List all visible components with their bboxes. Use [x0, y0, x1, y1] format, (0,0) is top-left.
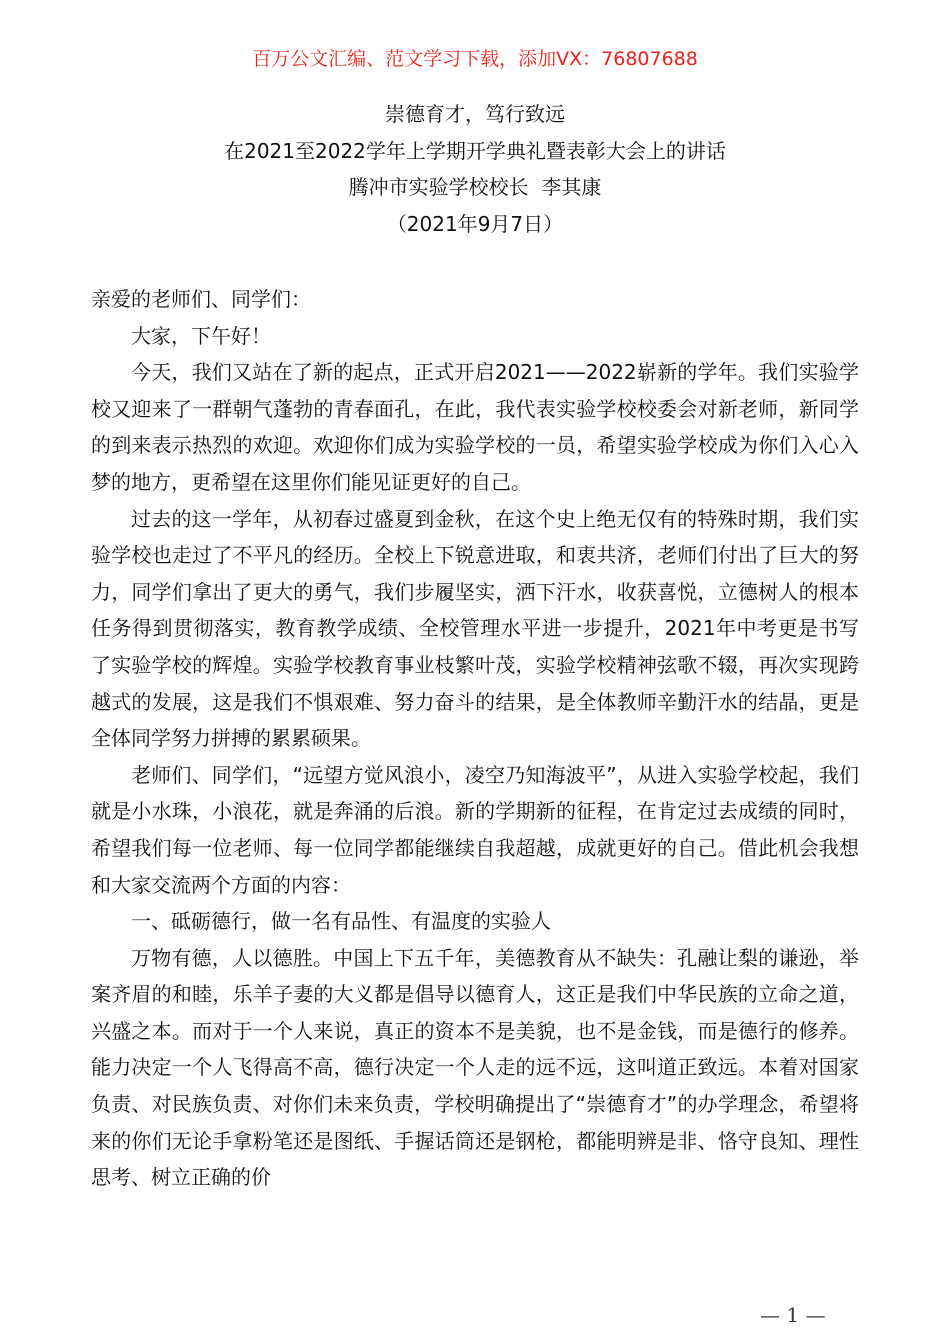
section-heading: 一、砥砺德行，做一名有品性、有温度的实验人 — [131, 909, 551, 934]
document-body — [91, 281, 859, 1196]
document-header — [0, 96, 950, 243]
document-author: 腾冲市实验学校校长 李其康 — [348, 175, 602, 200]
page-number: — 1 — — [760, 1303, 826, 1327]
salutation: 亲爱的老师们、同学们： — [91, 287, 311, 311]
paragraph: 老师们、同学们，“远望方觉风浪小，凌空乃知海波平”，从进入实验学校起，我们就是小水珠，小浪花，就是奔涌的后浪。新的学期新的征程，在肯定过去成绩的同时，希望我们每一位老师、每一位同学都能继续自我超越，成就更好的自己。借此机会我想和大家交流两个方面的内容： — [91, 762, 859, 897]
paragraph: 万物有德，人以德胜。中国上下五千年，美德教育从不缺失：孔融让梨的谦逊，举案齐眉的和睦，乐羊子妻的大义都是倡导以德育人，这正是我们中华民族的立命之道，兴盛之本。而对于一个人来说，真正的资本不是美貌，也不是金钱，而是德行的修养。能力决定一个人飞得高不高，德行决定一个人走的远不远，这叫道正致远。本着对国家负责、对民族负责、对你们未来负责，学校明确提出了“崇德育才”的办学理念，希望将来的你们无论手拿粉笔还是图纸、手握话筒还是钢枪，都能明辨是非、恪守良知、理性思考、树立正确的价 — [91, 945, 859, 1190]
document-title: 崇德育才，笃行致远 — [385, 102, 565, 126]
paragraph: 今天，我们又站在了新的起点，正式开启2021——2022崭新的学年。我们实验学校又迎来了一群朝气蓬勃的青春面孔，在此，我代表实验学校校委会对新老师，新同学的到来表示热烈的欢迎。欢迎你们成为实验学校的一员，希望实验学校成为你们入心入梦的地方，更希望在这里你们能见证更好的自己。 — [91, 360, 859, 494]
document-date: （2021年9月7日） — [386, 212, 564, 237]
greeting: 大家，下午好！ — [131, 323, 271, 348]
paragraph: 过去的这一学年，从初春过盛夏到金秋，在这个史上绝无仅有的特殊时期，我们实验学校也走过了不平凡的经历。全校上下锐意进取，和衷共济，老师们付出了巨大的努力，同学们拿出了更大的勇气，我们步履坚实，洒下汗水，收获喜悦，立德树人的根本任务得到贯彻落实，教育教学成绩、全校管理水平进一步提升，2021年中考更是书写了实验学校的辉煌。实验学校教育事业枝繁叶茂，实验学校精神弦歌不辍，再次实现跨越式的发展，这是我们不惧艰难、努力奋斗的结果，是全体教师辛勤汗水的结晶，更是全体同学努力拼搏的累累硕果。 — [91, 506, 859, 751]
watermark-banner: 百万公文汇编、范文学习下载，添加VX：76807688 — [252, 48, 698, 70]
document-subtitle: 在2021至2022学年上学期开学典礼暨表彰大会上的讲话 — [224, 138, 726, 163]
